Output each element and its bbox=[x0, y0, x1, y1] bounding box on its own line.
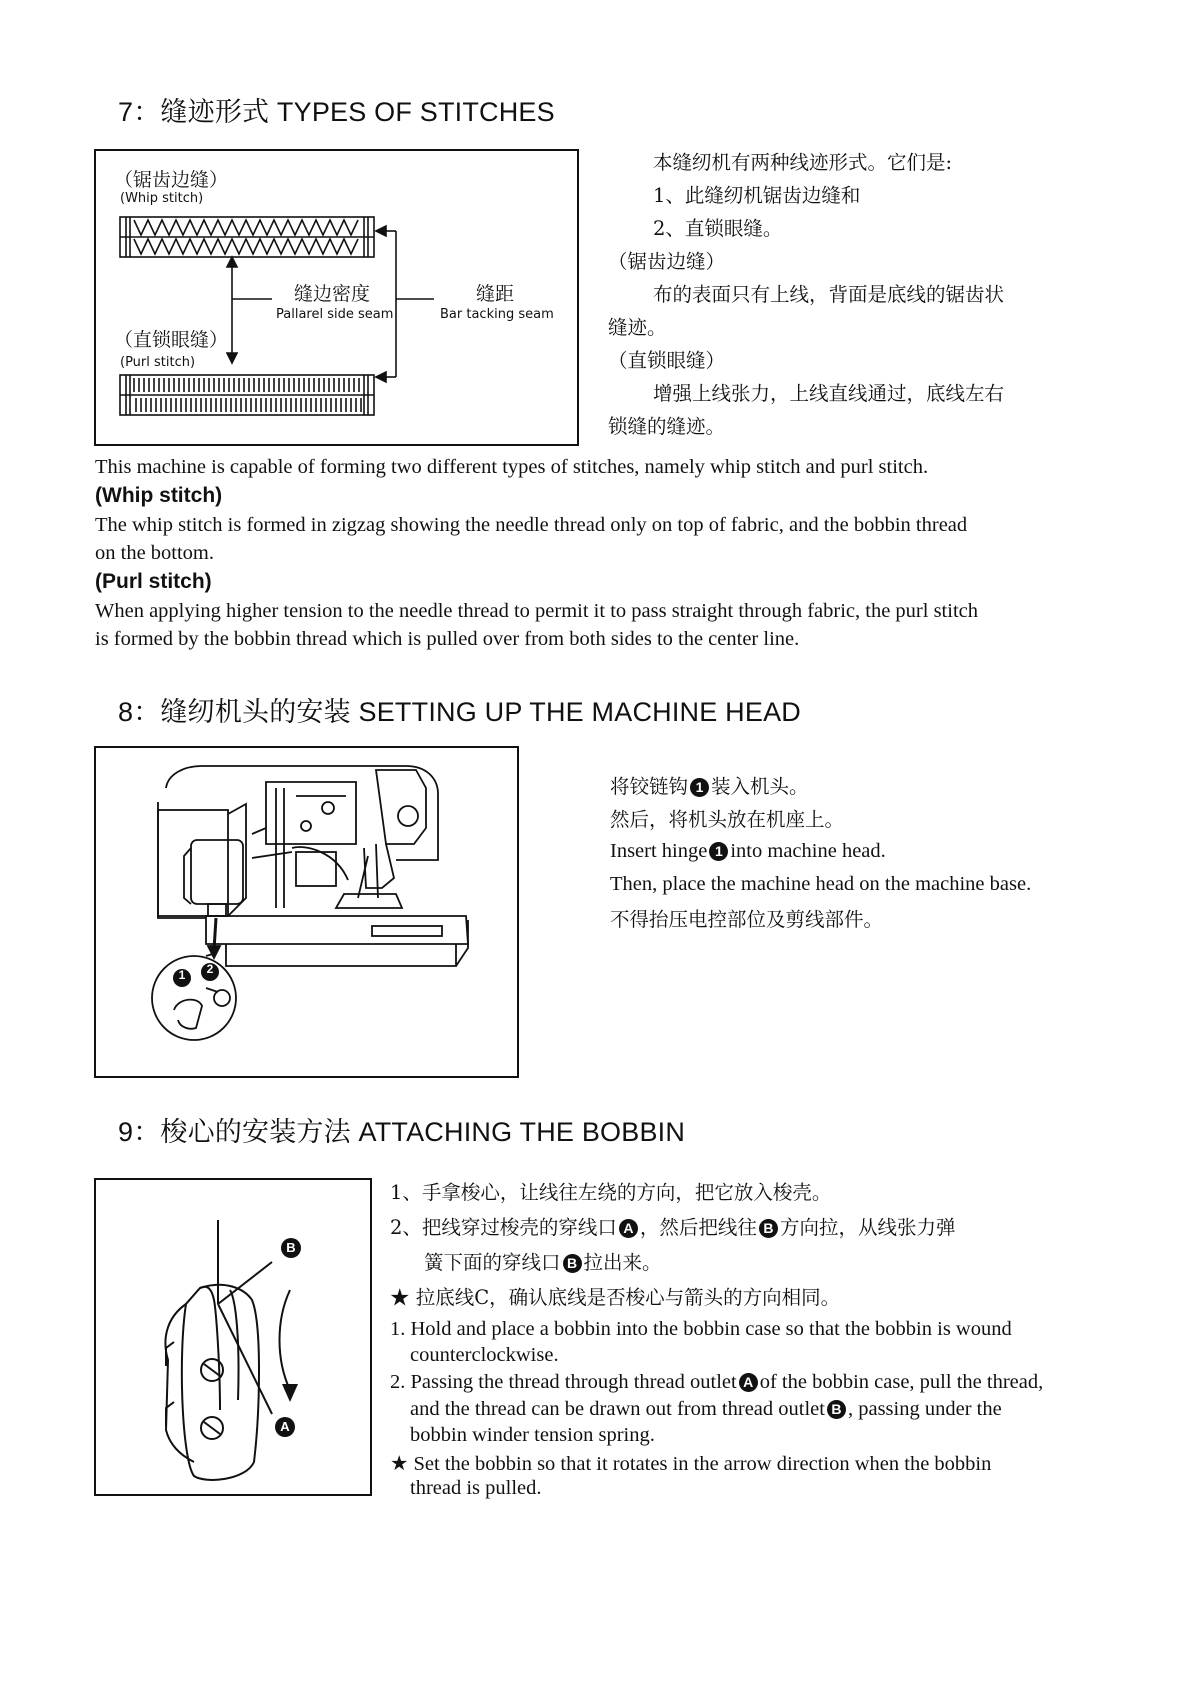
zh1-pre: 将铰链钩 bbox=[610, 775, 689, 798]
zh-line: （锯齿边缝） bbox=[608, 250, 726, 273]
side-seam-label-en: Pallarel side seam bbox=[276, 307, 394, 322]
section9-zh-line1: 1、手拿梭心，让线往左绕的方向，把它放入梭壳。 bbox=[390, 1181, 832, 1204]
hinge-number-icon: 1 bbox=[690, 778, 709, 797]
machine-head-figure bbox=[94, 746, 519, 1078]
hinge-marker-1: 1 bbox=[178, 968, 186, 982]
outlet-a-label: A bbox=[280, 1419, 290, 1434]
zh-line: （直锁眼缝） bbox=[608, 349, 726, 372]
zh-line: 增强上线张力，上线直线通过，底线左右 bbox=[653, 382, 1005, 405]
side-seam-label-zh: 缝边密度 bbox=[294, 283, 371, 305]
zh-line: 1、此缝纫机锯齿边缝和 bbox=[653, 184, 861, 207]
whip-stitch-drawing bbox=[120, 217, 374, 257]
purl-stitch-title: (Purl stitch) bbox=[95, 570, 212, 593]
whip-text-line1: The whip stitch is formed in zigzag showing the needle thread only on top of fabric, and the bobbin thread bbox=[95, 514, 968, 536]
outlet-b-icon: B bbox=[827, 1400, 846, 1419]
zh3-b: 拉出来。 bbox=[583, 1251, 662, 1274]
zh-line: 锁缝的缝迹。 bbox=[608, 415, 726, 438]
en2b-post: , passing under the bbox=[847, 1398, 1002, 1420]
outlet-b-icon: B bbox=[759, 1219, 778, 1238]
section8-heading: 8：缝纫机头的安装 SETTING UP THE MACHINE HEAD bbox=[118, 697, 801, 727]
whip-text-line2: on the bottom. bbox=[95, 542, 215, 564]
purl-label-zh: （直锁眼缝） bbox=[114, 329, 229, 351]
section9-zh-line3 bbox=[424, 1246, 662, 1279]
section9-zh-note: ★ 拉底线C，确认底线是否梭心与箭头的方向相同。 bbox=[390, 1286, 841, 1309]
section8-zh-line1 bbox=[610, 770, 809, 803]
section8-en-line2: Then, place the machine head on the machine base. bbox=[610, 873, 1032, 895]
outlet-a-icon: A bbox=[739, 1373, 758, 1392]
bar-seam-label-zh: 缝距 bbox=[476, 283, 515, 305]
zh3-a: 簧下面的穿线口 bbox=[424, 1251, 561, 1274]
stitch-intro-en: This machine is capable of forming two different types of stitches, namely whip stitch and purl stitch. bbox=[95, 456, 929, 478]
section9-en-1b: counterclockwise. bbox=[410, 1344, 559, 1366]
zh-line: 2、直锁眼缝。 bbox=[653, 217, 783, 240]
stitch-diagram bbox=[94, 149, 579, 446]
section7-heading: 7：缝迹形式 TYPES OF STITCHES bbox=[118, 97, 555, 127]
zh-line: 布的表面只有上线，背面是底线的锯齿状 bbox=[653, 283, 1005, 306]
en2a-pre: 2. Passing the thread through thread outlet bbox=[390, 1371, 737, 1393]
machine-head-drawing bbox=[96, 748, 517, 1076]
rotation-arrowhead bbox=[282, 1384, 298, 1402]
en1-post: into machine head. bbox=[730, 840, 886, 862]
bobbin-drawing bbox=[96, 1180, 370, 1494]
whip-stitch-title: (Whip stitch) bbox=[95, 484, 223, 507]
section9-en-2a bbox=[390, 1371, 1043, 1394]
section9-zh-line2 bbox=[390, 1211, 955, 1244]
bobbin-figure bbox=[94, 1178, 372, 1496]
purl-text-line1: When applying higher tension to the needle thread to permit it to pass straight through fabric, the purl stitch bbox=[95, 600, 978, 622]
section8-zh-line2: 然后，将机头放在机座上。 bbox=[610, 808, 845, 831]
purl-text-line2: is formed by the bobbin thread which is pulled over from both sides to the center line. bbox=[95, 628, 800, 650]
section9-en-3b: thread is pulled. bbox=[410, 1477, 542, 1499]
dimension-arrows bbox=[227, 226, 434, 382]
outlet-a-icon: A bbox=[619, 1219, 638, 1238]
zh-line: 本缝纫机有两种线迹形式。它们是: bbox=[653, 151, 953, 174]
section9-en-1a: 1. Hold and place a bobbin into the bobbin case so that the bobbin is wound bbox=[390, 1318, 1012, 1340]
section9-en-3a: ★ Set the bobbin so that it rotates in the arrow direction when the bobbin bbox=[390, 1453, 992, 1475]
bar-seam-label-en: Bar tacking seam bbox=[440, 307, 554, 322]
outlet-b-label: B bbox=[286, 1240, 296, 1255]
zh2-c: 方向拉，从线张力弹 bbox=[779, 1216, 956, 1239]
purl-label-en: (Purl stitch) bbox=[120, 355, 196, 370]
section9-en-2b bbox=[410, 1398, 1002, 1421]
zh2-a: 2、把线穿过梭壳的穿线口 bbox=[390, 1216, 617, 1239]
outlet-b-icon: B bbox=[563, 1254, 582, 1273]
purl-stitch-drawing bbox=[120, 375, 374, 415]
section9-en-2c: bobbin winder tension spring. bbox=[410, 1424, 655, 1446]
section8-zh-warning: 不得抬压电控部位及剪线部件。 bbox=[610, 908, 884, 931]
hinge-number-icon: 1 bbox=[709, 842, 728, 861]
zh2-b: ，然后把线往 bbox=[639, 1216, 757, 1239]
stitch-drawing bbox=[96, 151, 577, 444]
hinge-marker-2: 2 bbox=[206, 962, 214, 976]
zh1-post: 装入机头。 bbox=[711, 775, 809, 798]
en2a-post: of the bobbin case, pull the thread, bbox=[759, 1371, 1044, 1393]
en1-pre: Insert hinge bbox=[610, 840, 708, 862]
whip-label-en: (Whip stitch) bbox=[120, 191, 204, 206]
section9-heading: 9：梭心的安装方法 ATTACHING THE BOBBIN bbox=[118, 1117, 686, 1147]
section8-en-line1 bbox=[610, 840, 886, 863]
en2b-pre: and the thread can be drawn out from thread outlet bbox=[410, 1398, 825, 1420]
section7-zh-text bbox=[608, 146, 1004, 443]
zh-line: 缝迹。 bbox=[608, 316, 667, 339]
whip-label-zh: （锯齿边缝） bbox=[114, 169, 229, 191]
